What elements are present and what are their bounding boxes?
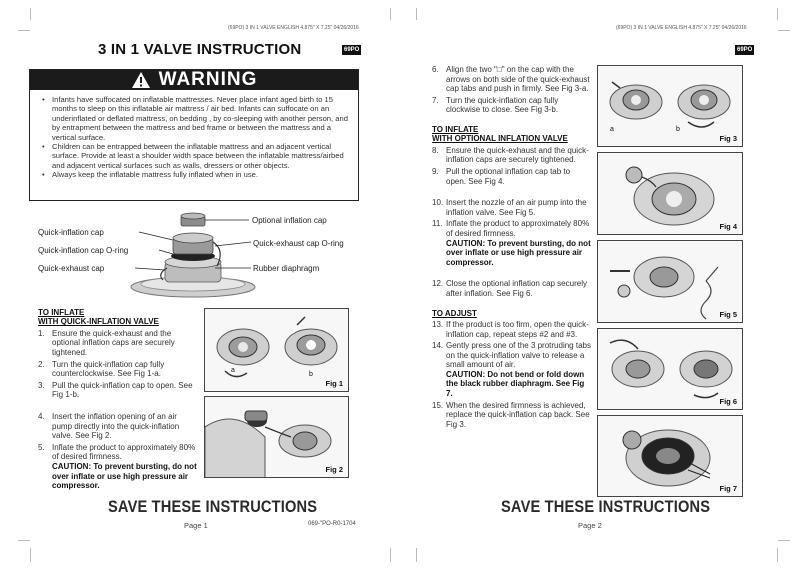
- page-title: 3 IN 1 VALVE INSTRUCTION: [98, 41, 302, 58]
- list-item: [38, 360, 198, 379]
- step-text: Turn the quick-inflation cap fully counterclockwise. See Fig 1-a.: [52, 359, 165, 379]
- step-text: Ensure the quick-exhaust and the optional inflation caps are securely tightened.: [52, 328, 175, 357]
- crop-mark: [778, 540, 790, 541]
- figure-2: [204, 396, 349, 478]
- list-item: [432, 219, 592, 238]
- step-number: 14.: [432, 341, 444, 351]
- crop-mark: [778, 30, 790, 31]
- save-instructions: SAVE THESE INSTRUCTIONS: [501, 497, 711, 516]
- part-label: Quick-exhaust cap: [38, 264, 105, 273]
- step-text: Insert the nozzle of an air pump into the inflation valve. See Fig 5.: [446, 198, 587, 217]
- model-tag: 69PO: [344, 47, 360, 53]
- figure-label: Fig 4: [719, 222, 737, 231]
- figure-label: Fig 6: [719, 397, 737, 406]
- print-header: (69PO) 3 IN 1 VALVE ENGLISH 4.875" X 7.25" 04/26/2016: [228, 25, 359, 31]
- page-number: Page 1: [184, 521, 208, 530]
- crop-mark: [18, 30, 30, 31]
- save-instructions: SAVE THESE INSTRUCTIONS: [108, 497, 318, 516]
- step-number: 11.: [432, 219, 443, 229]
- step-number: 6.: [432, 65, 439, 74]
- list-item: [38, 329, 198, 358]
- step-text: Align the two "□" on the cap with the arrows on both side of the quick-exhaust cap tabs and push in firmly. See Fig 3-a.: [446, 65, 590, 94]
- step-number: 3.: [38, 380, 45, 390]
- warning-item: • Children can be entrapped between the inflatable mattress and an adjacent vertical surface. Provide at least a shoulder width space between the inflatable mattress/airbed and adjacent vertical surfaces such as walls, dressers or other objects.: [42, 142, 350, 170]
- step-number: 7.: [432, 95, 439, 105]
- step-text: If the product is too firm, open the quick-inflation cap, repeat steps #2 and #3.: [446, 319, 589, 339]
- list-item: [38, 412, 198, 441]
- list-item: [432, 320, 592, 339]
- valve-parts-diagram: [115, 212, 265, 304]
- step-text: Close the optional inflation cap securely after inflation. See Fig 6.: [446, 279, 587, 298]
- list-item: [432, 65, 592, 94]
- figure-label: Fig 2: [325, 465, 343, 474]
- subfigure-label: a: [231, 367, 235, 374]
- step-text: Gently press one of the 3 protruding tabs on the quick-inflation valve to release a small amount of air.: [446, 341, 591, 370]
- list-item: [432, 198, 592, 217]
- step-text: Pull the optional inflation cap tab to open. See Fig 4.: [446, 166, 571, 186]
- step-text: Turn the quick-inflation cap fully clockwise to close. See Fig 3-b.: [446, 95, 559, 115]
- subfigure-label: b: [309, 371, 313, 378]
- step-number: 1.: [38, 328, 45, 338]
- figure-4: [597, 152, 743, 235]
- section-subheading: WITH QUICK-INFLATION VALVE: [38, 317, 159, 327]
- list-item: [432, 167, 592, 186]
- caution-text: CAUTION: To prevent bursting, do not over inflate or use high pressure air compressor.: [52, 461, 197, 491]
- subfigure-label: b: [676, 126, 680, 133]
- crop-mark: [416, 548, 417, 562]
- right-instructions: [432, 63, 592, 429]
- step-number: 12.: [432, 279, 444, 289]
- crop-mark: [18, 540, 30, 541]
- warning-label: WARNING: [158, 69, 258, 90]
- section-heading: TO ADJUST: [432, 308, 477, 318]
- figure-5: [597, 240, 743, 323]
- figure-1: [204, 308, 349, 392]
- warning-icon: [131, 71, 151, 89]
- page-number: Page 2: [578, 521, 602, 530]
- document-code: 069-"PO-R0-1704: [308, 521, 356, 527]
- crop-mark: [777, 8, 778, 20]
- figure-label: Fig 1: [325, 379, 343, 388]
- subfigure-label: a: [610, 126, 614, 133]
- figure-label: Fig 7: [719, 484, 737, 493]
- list-item: [38, 443, 198, 462]
- step-text: Pull the quick-inflation cap to open. See Fig 1-b.: [52, 380, 193, 400]
- list-item: [432, 341, 592, 370]
- part-label: Optional inflation cap: [252, 216, 327, 225]
- crop-mark: [30, 548, 31, 562]
- list-item: [432, 96, 592, 115]
- step-number: 2.: [38, 359, 45, 369]
- step-number: 15.: [432, 400, 444, 410]
- list-item: [432, 279, 592, 298]
- part-label: Quick-inflation cap O-ring: [38, 246, 129, 255]
- step-number: 9.: [432, 166, 439, 176]
- step-number: 13.: [432, 319, 444, 329]
- list-item: [432, 146, 592, 165]
- figure-6: [597, 328, 743, 410]
- part-label: Rubber diaphragm: [253, 264, 320, 273]
- figure-3: [597, 65, 743, 147]
- caution-text: CAUTION: To prevent bursting, do not over inflate or use high pressure air compressor.: [446, 238, 591, 267]
- warning-list: [30, 90, 358, 183]
- figure-label: Fig 5: [719, 310, 737, 319]
- step-text: Insert the inflation opening of an air pump directly into the quick-inflation valve. See Fig 2.: [52, 411, 180, 441]
- section-heading: TO INFLATE: [38, 308, 85, 317]
- section-heading: TO INFLATE: [432, 124, 479, 134]
- part-label: Quick-exhaust cap O-ring: [253, 239, 344, 248]
- step-number: 10.: [432, 198, 444, 208]
- part-label: Quick-inflation cap: [38, 228, 104, 237]
- step-number: 5.: [38, 442, 45, 452]
- step-text: Inflate the product to approximately 80% of desired firmness.: [52, 442, 196, 462]
- caution-text: CAUTION: Do not bend or fold down the black rubber diaphragm. See Fig 7.: [446, 369, 585, 399]
- crop-mark: [390, 548, 391, 562]
- list-item: [432, 401, 592, 430]
- warning-box: [29, 69, 359, 201]
- warning-bar: [30, 70, 358, 90]
- list-item: [38, 381, 198, 400]
- warning-item: • Always keep the inflatable mattress fully inflated when in use.: [42, 170, 350, 179]
- section-subheading: WITH OPTIONAL INFLATION VALVE: [432, 134, 568, 144]
- step-text: Inflate the product to approximately 80% of desired firmness.: [446, 219, 590, 238]
- step-number: 4.: [38, 411, 45, 421]
- print-header: (69PO) 3 IN 1 VALVE ENGLISH 4.875" X 7.25" 04/26/2016: [616, 25, 747, 31]
- warning-item: • Infants have suffocated on inflatable mattresses. Never place infant aged birth to 15 months to sleep on this inflatable air mattress / air bed. Infants can suffocate on an underinflated or deflated mattress, on bedding , by co-sleeping with another person, and by entrapment between the mattress and bed frame or between the mattress and a vertical surface.: [42, 95, 350, 142]
- step-number: 8.: [432, 145, 439, 155]
- figure-7: [597, 415, 743, 497]
- crop-mark: [777, 548, 778, 562]
- crop-mark: [416, 8, 417, 20]
- crop-mark: [390, 8, 391, 20]
- model-tag: 69PO: [737, 47, 753, 53]
- quick-inflation-section: [38, 308, 198, 491]
- crop-mark: [30, 8, 31, 20]
- step-text: Ensure the quick-exhaust and the quick-inflation caps are securely tightened.: [446, 145, 589, 165]
- figure-label: Fig 3: [719, 134, 737, 143]
- step-text: When the desired firmness is achieved, replace the quick-inflation cap back. See Fig 3.: [446, 400, 590, 429]
